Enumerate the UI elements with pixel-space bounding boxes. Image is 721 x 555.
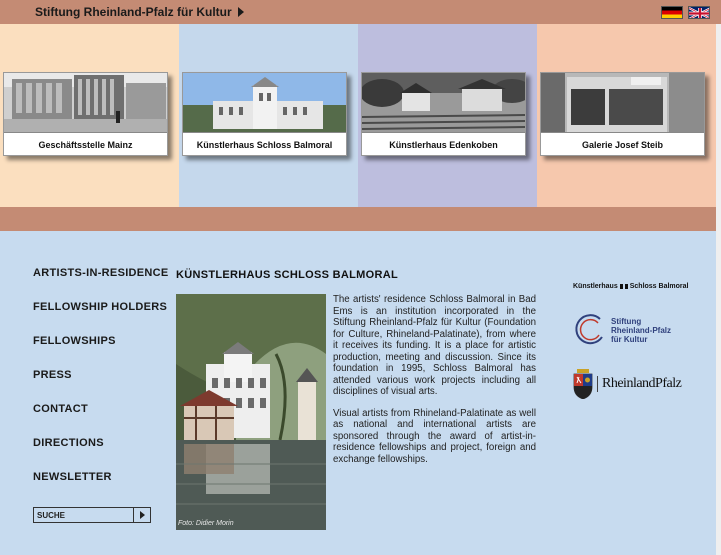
german-flag-icon[interactable]: [661, 6, 683, 19]
arrow-right-icon: [238, 7, 244, 17]
location-caption: Künstlerhaus Edenkoben: [389, 140, 498, 150]
location-card-mainz[interactable]: [3, 72, 168, 156]
nav-item-newsletter[interactable]: NEWSLETTER: [33, 471, 112, 483]
rheinland-pfalz-wordmark: RheinlandPfalz: [597, 376, 681, 392]
panel-mainz: [0, 24, 179, 207]
nav-item-artists-in-residence[interactable]: ARTISTS-IN-RESIDENCE: [33, 267, 169, 279]
foundation-name: Stiftung Rheinland-Pfalz für Kultur: [35, 5, 232, 19]
edenkoben-house-photo: [362, 73, 525, 133]
balmoral-castle-photo: [183, 73, 346, 133]
page-right-edge: [716, 24, 721, 555]
square-icon: [625, 284, 628, 289]
location-caption: Geschäftsstelle Mainz: [38, 140, 133, 150]
location-strip: [0, 24, 716, 207]
photo-credit: Foto: Didier Morin: [178, 520, 234, 527]
square-icon: [620, 284, 623, 289]
rheinland-pfalz-logo[interactable]: [573, 369, 681, 399]
arrow-right-icon: [140, 511, 145, 519]
panel-balmoral: [179, 24, 358, 207]
top-bar: [0, 0, 721, 24]
mainz-office-photo: [4, 73, 167, 133]
balmoral-logo-right: Schloss Balmoral: [629, 283, 689, 290]
location-card-balmoral[interactable]: [182, 72, 347, 156]
uk-flag-icon[interactable]: [688, 6, 710, 19]
stiftung-logo-text: [611, 317, 671, 344]
nav-item-directions[interactable]: DIRECTIONS: [33, 437, 104, 449]
coat-of-arms-icon: [573, 369, 593, 399]
nav-item-fellowship-holders[interactable]: FELLOWSHIP HOLDERS: [33, 301, 168, 313]
search-input[interactable]: [34, 508, 134, 522]
intro-paragraph: Visual artists from Rhineland-Palatinate as well as national and international artists are sponsored through the award of artist-in-residence fellowships and project, foreign and exchange fellowships.: [333, 407, 536, 465]
intro-paragraph: The artists' residence Schloss Balmoral in Bad Ems is an institution incorporated in the Stiftung Rheinland-Pfalz für Kultur (Foundation for Culture, Rhineland-Palatinate), from where it receives its funding. It is a place for artistic production, meeting and discussion. Since its foundation in 1995, Schloss Balmoral has attended various work projects including all disciplines of visual arts.: [333, 294, 536, 397]
foundation-home-link[interactable]: [35, 5, 244, 19]
panel-edenkoben: [358, 24, 537, 207]
location-caption: Künstlerhaus Schloss Balmoral: [196, 140, 333, 150]
side-nav: [33, 267, 169, 505]
location-caption: Galerie Josef Steib: [581, 140, 664, 150]
page-title: KÜNSTLERHAUS SCHLOSS BALMORAL: [176, 269, 398, 281]
nav-item-fellowships[interactable]: FELLOWSHIPS: [33, 335, 116, 347]
stiftung-logo-line: für Kultur: [611, 334, 648, 344]
balmoral-logo[interactable]: [573, 283, 688, 290]
location-card-galerie[interactable]: [540, 72, 705, 156]
search-box: [33, 507, 151, 523]
intro-text: [333, 294, 536, 475]
panel-galerie: [537, 24, 716, 207]
location-card-edenkoben[interactable]: [361, 72, 526, 156]
stiftung-logo[interactable]: [572, 313, 671, 347]
stiftung-emblem-icon: [572, 313, 606, 347]
nav-item-contact[interactable]: CONTACT: [33, 403, 89, 415]
nav-item-press[interactable]: PRESS: [33, 369, 72, 381]
search-submit-button[interactable]: [134, 508, 150, 522]
galerie-storefront-photo: [541, 73, 704, 133]
accent-band: [0, 207, 716, 231]
stiftung-logo-line: Stiftung: [611, 316, 642, 326]
stiftung-logo-line: Rheinland-Pfalz: [611, 325, 672, 335]
balmoral-logo-left: Künstlerhaus: [573, 283, 618, 290]
balmoral-main-photo: [176, 294, 326, 530]
